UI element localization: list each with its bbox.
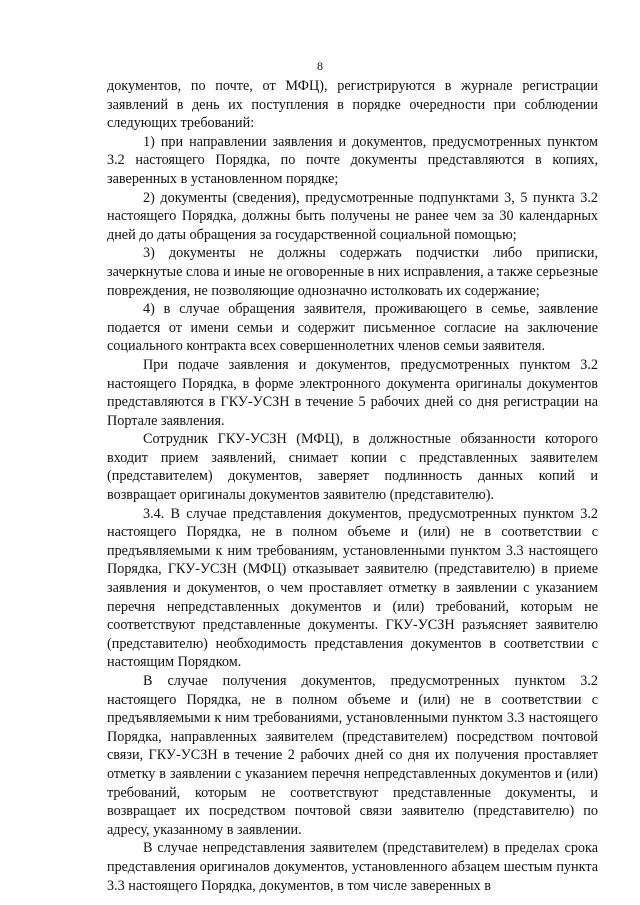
paragraph-staff-copies: Сотрудник ГКУ-УСЗН (МФЦ), в должностные обязанности которого входит прием заявлений, снимает копии с представленных заявителем (представителем) документов, заверяет подлинность данных копий и возвращает оригиналы документов заявителю (представителю).	[107, 431, 598, 504]
paragraph-requirement-3: 3) документы не должны содержать подчистки либо приписки, зачеркнутые слова и иные не оговоренные в них исправления, а также серьезные повреждения, не позволяющие однозначно истолковать их содержание;	[107, 245, 598, 299]
page-number: 8	[317, 59, 323, 73]
paragraph-electronic-submission: При подаче заявления и документов, предусмотренных пунктом 3.2 настоящего Порядка, в форме электронного документа оригиналы документов представляются в ГКУ-УСЗН в течение 5 рабочих дней со дня регистрации на Портале заявления.	[107, 356, 598, 429]
paragraph-postal-return: В случае получения документов, предусмотренных пунктом 3.2 настоящего Порядка, не в полном объеме и (или) не в соответствии с предъявляемыми к ним требованиями, установленными пунктом 3.3 настоящего Порядка, направленных заявителем (представителем) посредством почтовой связи, ГКУ-УСЗН в течение 2 рабочих дней со дня их получения проставляет отметку в заявлении с указанием перечня непредставленных документов и (или) требований, которым не соответствуют представленные документы, и возвращает их посредством почтовой связи заявителю (представителю) по адресу, указанному в заявлении.	[107, 673, 598, 838]
paragraph-requirement-4: 4) в случае обращения заявителя, проживающего в семье, заявление подается от имени семьи и содержит письменное согласие на заключение социального контракта всех совершеннолетних членов семьи заявителя.	[107, 301, 598, 355]
paragraph-continuation: документов, по почте, от МФЦ), регистрируются в журнале регистрации заявлений в день их поступления в порядке очередности при соблюдении следующих требований:	[107, 78, 598, 132]
paragraph-non-submission: В случае непредставления заявителем (представителем) в пределах срока представления оригиналов документов, установленного абзацем шестым пункта 3.3 настоящего Порядка, документов, в том числе заверенных в	[107, 840, 598, 894]
paragraph-requirement-1: 1) при направлении заявления и документов, предусмотренных пунктом 3.2 настоящего Порядка, по почте документы представляются в копиях, заверенных в установленном порядке;	[107, 133, 598, 187]
paragraph-requirement-2: 2) документы (сведения), предусмотренные подпунктами 3, 5 пункта 3.2 настоящего Порядка, должны быть получены не ранее чем за 30 календарных дней до даты обращения за государственной социальной помощью;	[107, 189, 598, 243]
paragraph-clause-3-4: 3.4. В случае представления документов, предусмотренных пунктом 3.2 настоящего Порядка, не в полном объеме и (или) не в соответствии с предъявляемыми к ним требованиям, установленными пунктом 3.3 настоящего Порядка, ГКУ-УСЗН (МФЦ) отказывает заявителю (представителю) в приеме заявления и документов, о чем проставляет отметку в заявлении с указанием перечня непредставленных документов и (или) требований, которым не соответствуют представленные документы. ГКУ-УСЗН разъясняет заявителю (представителю) необходимость представления документов в соответствии с настоящим Порядком.	[107, 505, 598, 671]
document-body	[107, 77, 598, 895]
